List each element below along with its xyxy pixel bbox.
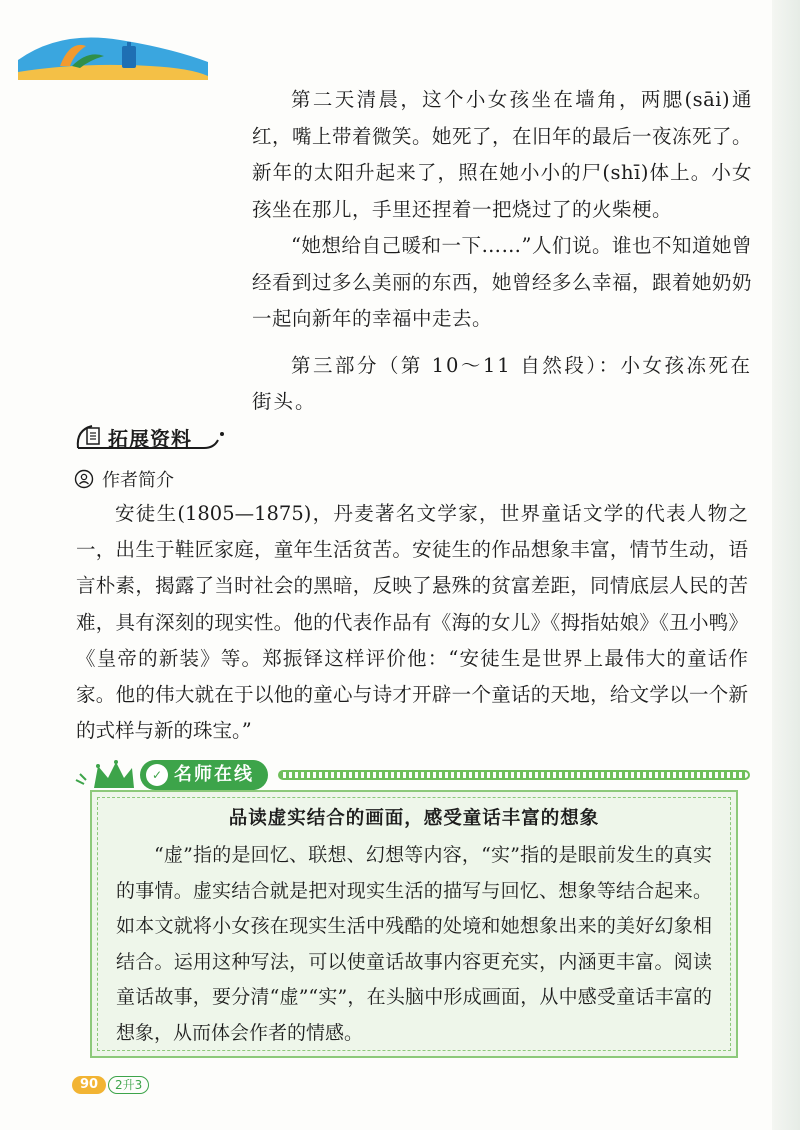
story-paragraph: 第二天清晨，这个小女孩坐在墙角，两腮(sāi)通红，嘴上带着微笑。她死了，在旧年的最后一夜冻死了。新年的太阳升起来了，照在她小小的尸(shī)体上。小女孩坐在那儿，手里还捏着一把烧过了的火柴梗。	[252, 88, 753, 221]
extension-section-title	[72, 420, 232, 454]
teacher-tip-box	[90, 790, 738, 1058]
teacher-online-badge	[140, 760, 268, 790]
teacher-online-label: 名师在线	[174, 764, 254, 785]
page-edge-strip	[772, 0, 800, 1130]
teacher-header-bar	[278, 770, 750, 780]
story-text	[252, 82, 752, 421]
suitcase-icon	[122, 46, 136, 68]
header-banner	[0, 0, 800, 90]
brand-badge: 2升3	[108, 1076, 149, 1094]
check-card-icon: ✓	[146, 764, 168, 786]
author-intro-text	[76, 496, 748, 749]
teacher-paragraph: “虚”指的是回忆、联想、幻想等内容，“实”指的是眼前发生的真实的事情。虚实结合就是把对现实生活的描写与回忆、想象等结合起来。如本文就将小女孩在现实生活中残酷的处境和她想象出来的美好幻象相结合。运用这种写法，可以使童话故事内容更充实，内涵更丰富。阅读童话故事，要分清“虚”“实”，在头脑中形成画面，从中感受童话丰富的想象，从而体会作者的情感。	[116, 844, 712, 1044]
author-paragraph: 安徒生(1805—1875)，丹麦著名文学家，世界童话文学的代表人物之一，出生于鞋匠家庭，童年生活贫苦。安徒生的作品想象丰富，情节生动，语言朴素，揭露了当时社会的黑暗，反映了悬殊的贫富差距，同情底层人民的苦难，具有深刻的现实性。他的代表作品有《海的女儿》《拇指姑娘》《丑小鸭》《皇帝的新装》等。郑振铎这样评价他：“安徒生是世界上最伟大的童话作家。他的伟大就在于以他的童心与诗才开辟一个童话的天地，给文学以一个新的式样与新的珠宝。”	[76, 502, 748, 743]
document-icon	[86, 427, 102, 445]
crown-decoration-icon	[72, 758, 142, 792]
extension-title-label: 拓展资料	[108, 427, 192, 451]
teacher-tip-title: 品读虚实结合的画面，感受童话丰富的想象	[228, 808, 600, 829]
person-icon	[74, 469, 94, 489]
page-footer	[72, 1074, 202, 1096]
story-paragraph: “她想给自己暖和一下……”人们说。谁也不知道她曾经看到过多么美丽的东西，她曾经多么幸福，跟着她奶奶一起向新年的幸福中走去。	[252, 234, 753, 330]
author-intro-label: 作者简介	[102, 470, 174, 491]
section-note: 第三部分（第 10～11 自然段）：小女孩冻死在街头。	[252, 353, 752, 413]
teacher-online-header	[72, 758, 752, 792]
page-number: 90	[72, 1076, 106, 1094]
teacher-tip-text	[116, 838, 712, 1051]
